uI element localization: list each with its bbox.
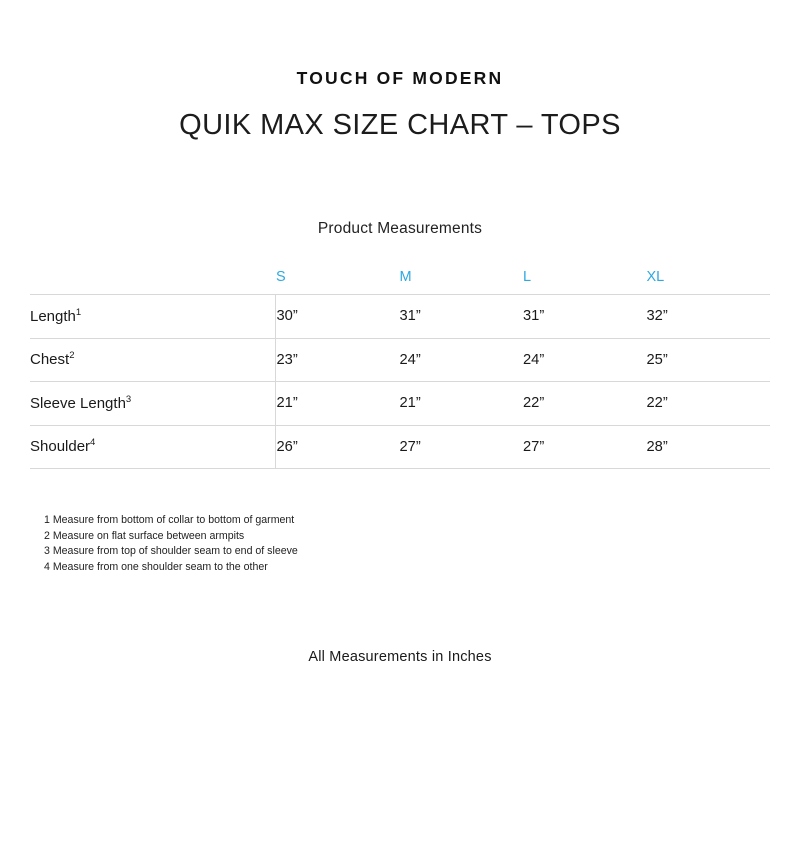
footnote-item: 4 Measure from one shoulder seam to the other <box>44 560 268 573</box>
cell-length-m: 31” <box>399 295 523 339</box>
cell-shoulder-s: 26” <box>276 425 400 469</box>
cell-shoulder-m: 27” <box>399 425 523 469</box>
table-row <box>30 295 770 339</box>
cell-length-s: 30” <box>276 295 400 339</box>
cell-chest-l: 24” <box>523 338 647 382</box>
cell-chest-s: 23” <box>276 338 400 382</box>
row-label-text: Sleeve Length <box>30 394 126 412</box>
footnotes-list <box>44 513 800 575</box>
column-header-s: S <box>275 269 286 285</box>
cell-chest-m: 24” <box>399 338 523 382</box>
cell-sleeve-m: 21” <box>399 382 523 426</box>
footnote-marker: 3 <box>125 393 132 405</box>
footer-note: All Measurements in Inches <box>308 649 492 666</box>
column-header-l: L <box>522 269 532 285</box>
row-label-text: Shoulder <box>30 438 91 456</box>
table-row <box>30 425 770 469</box>
section-caption: Product Measurements <box>317 220 483 237</box>
table-row <box>30 338 770 382</box>
size-table-wrapper <box>30 260 770 469</box>
cell-sleeve-l: 22” <box>523 382 647 426</box>
cell-length-xl: 32” <box>646 295 770 339</box>
row-label-shoulder <box>30 425 276 469</box>
cell-sleeve-xl: 22” <box>646 382 770 426</box>
cell-sleeve-s: 21” <box>276 382 400 426</box>
size-chart-page <box>0 68 800 868</box>
cell-length-l: 31” <box>523 295 647 339</box>
table-header-row <box>30 260 770 295</box>
footnote-item: 1 Measure from bottom of collar to bottom of garment <box>44 514 295 526</box>
row-label-length <box>30 295 276 339</box>
table-row <box>30 382 770 426</box>
brand-logo: TOUCH OF MODERN <box>296 68 504 88</box>
footnote-marker: 1 <box>75 306 82 318</box>
row-label-text: Length <box>30 307 76 325</box>
size-table <box>30 260 770 469</box>
page-title: QUIK MAX SIZE CHART – TOPS <box>179 109 621 141</box>
table-head <box>30 260 770 295</box>
footnote-marker: 2 <box>69 350 75 362</box>
footnote-item: 3 Measure from top of shoulder seam to end of sleeve <box>44 545 298 558</box>
footnote-marker: 4 <box>90 437 96 449</box>
column-header-measurement <box>30 260 276 295</box>
row-label-sleeve-length <box>30 382 276 426</box>
cell-chest-xl: 25” <box>646 338 770 382</box>
cell-shoulder-xl: 28” <box>646 425 770 469</box>
row-label-chest <box>30 338 276 382</box>
row-label-text: Chest <box>30 351 70 369</box>
cell-shoulder-l: 27” <box>523 425 647 469</box>
column-header-m: M <box>399 269 412 285</box>
footnote-item: 2 Measure on flat surface between armpits <box>44 529 245 542</box>
column-header-xl: XL <box>646 269 665 285</box>
table-body <box>30 295 770 469</box>
